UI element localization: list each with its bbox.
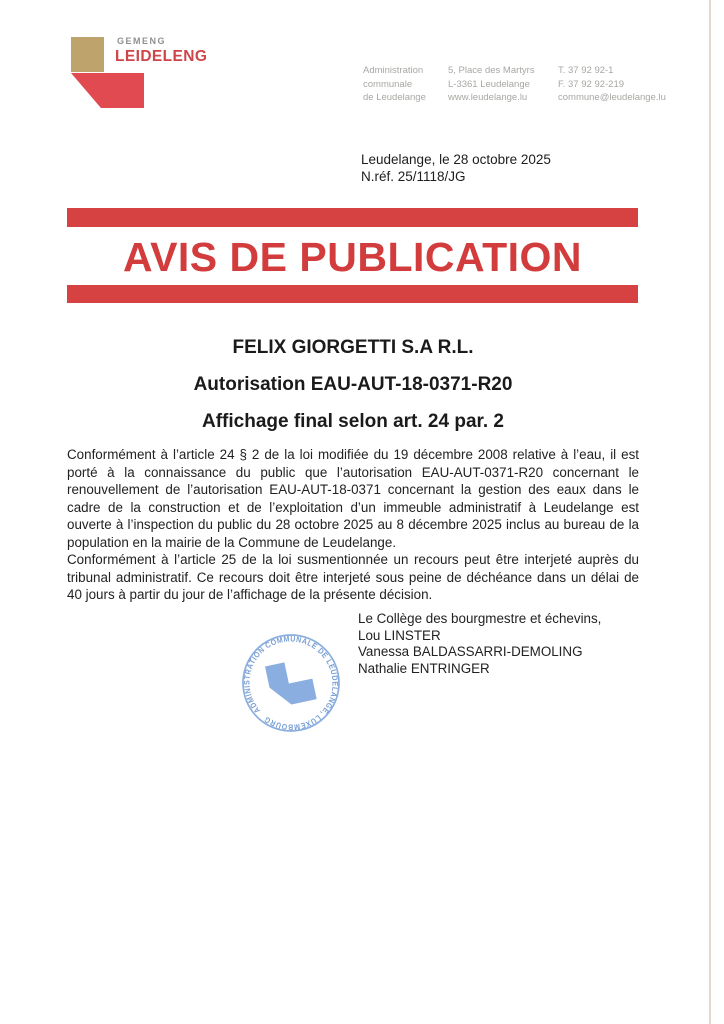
heading-display-article: Affichage final selon art. 24 par. 2 bbox=[202, 411, 504, 432]
contact-column-administration bbox=[363, 64, 426, 105]
contact-line: de Leudelange bbox=[363, 92, 426, 103]
page-scan-edge bbox=[709, 0, 711, 1024]
contact-line: Administration bbox=[363, 65, 424, 76]
heading-authorisation: Autorisation EAU-AUT-18-0371-R20 bbox=[193, 374, 513, 395]
commune-stamp bbox=[221, 613, 361, 753]
logo-superscript: GEMENG bbox=[117, 36, 167, 46]
heading-company: FELIX GIORGETTI S.A R.L. bbox=[232, 337, 474, 358]
banner-bar-top bbox=[67, 208, 638, 227]
reference-number: N.réf. 25/1118/JG bbox=[361, 168, 466, 184]
contact-line: L-3361 Leudelange bbox=[448, 78, 530, 90]
commune-logo-red-shape bbox=[71, 73, 144, 108]
page-title: AVIS DE PUBLICATION bbox=[123, 234, 582, 280]
contact-line: 5, Place des Martyrs bbox=[448, 65, 535, 76]
signatory-name: Vanessa BALDASSARRI-DEMOLING bbox=[358, 644, 583, 660]
body-paragraph-1: Conformément à l’article 24 § 2 de la loi modifiée du 19 décembre 2008 relative à l’eau, il est porté à la connaissance du public que l’autorisation EAU-AUT-0371-R20 concernant le renouvellement de l’autorisation EAU-AUT-18-0371 concernant la gestion des eaux dans le cadre de la construction et de l’exploitation d’un immeuble administratif à Leudelange est ouverte à l’inspection du public du 28 octobre 2025 au 8 décembre 2025 inclus au bureau de la population en la mairie de la Commune de Leudelange. bbox=[67, 447, 639, 550]
contact-line: communale bbox=[363, 78, 413, 90]
signatory-name: Nathalie ENTRINGER bbox=[358, 660, 490, 676]
signature-block bbox=[358, 611, 601, 677]
commune-logo-gold-square bbox=[71, 37, 104, 72]
banner-bar-bottom bbox=[67, 285, 638, 303]
logo-commune-name: LEIDELENG bbox=[115, 48, 208, 65]
signatory-name: Lou LINSTER bbox=[358, 627, 441, 643]
signature-intro: Le Collège des bourgmestre et échevins, bbox=[358, 611, 602, 626]
stamp-graphic bbox=[221, 613, 361, 753]
contact-email: commune@leudelange.lu bbox=[558, 92, 666, 103]
body-paragraph-2: Conformément à l’article 25 de la loi susmentionnée un recours peut être interjeté auprès du tribunal administratif. Ce recours doit être interjeté sous peine de déchéance dans un délai de 40 jours à partir du jour de l’affichage de la présente décision. bbox=[67, 552, 639, 603]
contact-website: www.leudelange.lu bbox=[448, 92, 528, 103]
contact-column-phone bbox=[558, 64, 666, 105]
stamp-center-logo bbox=[265, 657, 317, 708]
contact-phone: T. 37 92 92-1 bbox=[558, 65, 614, 76]
place-and-date: Leudelange, le 28 octobre 2025 bbox=[361, 152, 551, 167]
stamp-ring-text: ADMINISTRATION COMMUNALE DE LEUDELANGE, LUXEMBOURG bbox=[242, 634, 340, 732]
contact-fax: F. 37 92 92-219 bbox=[558, 78, 625, 90]
contact-column-address bbox=[448, 64, 535, 105]
dateline-block bbox=[361, 152, 551, 185]
